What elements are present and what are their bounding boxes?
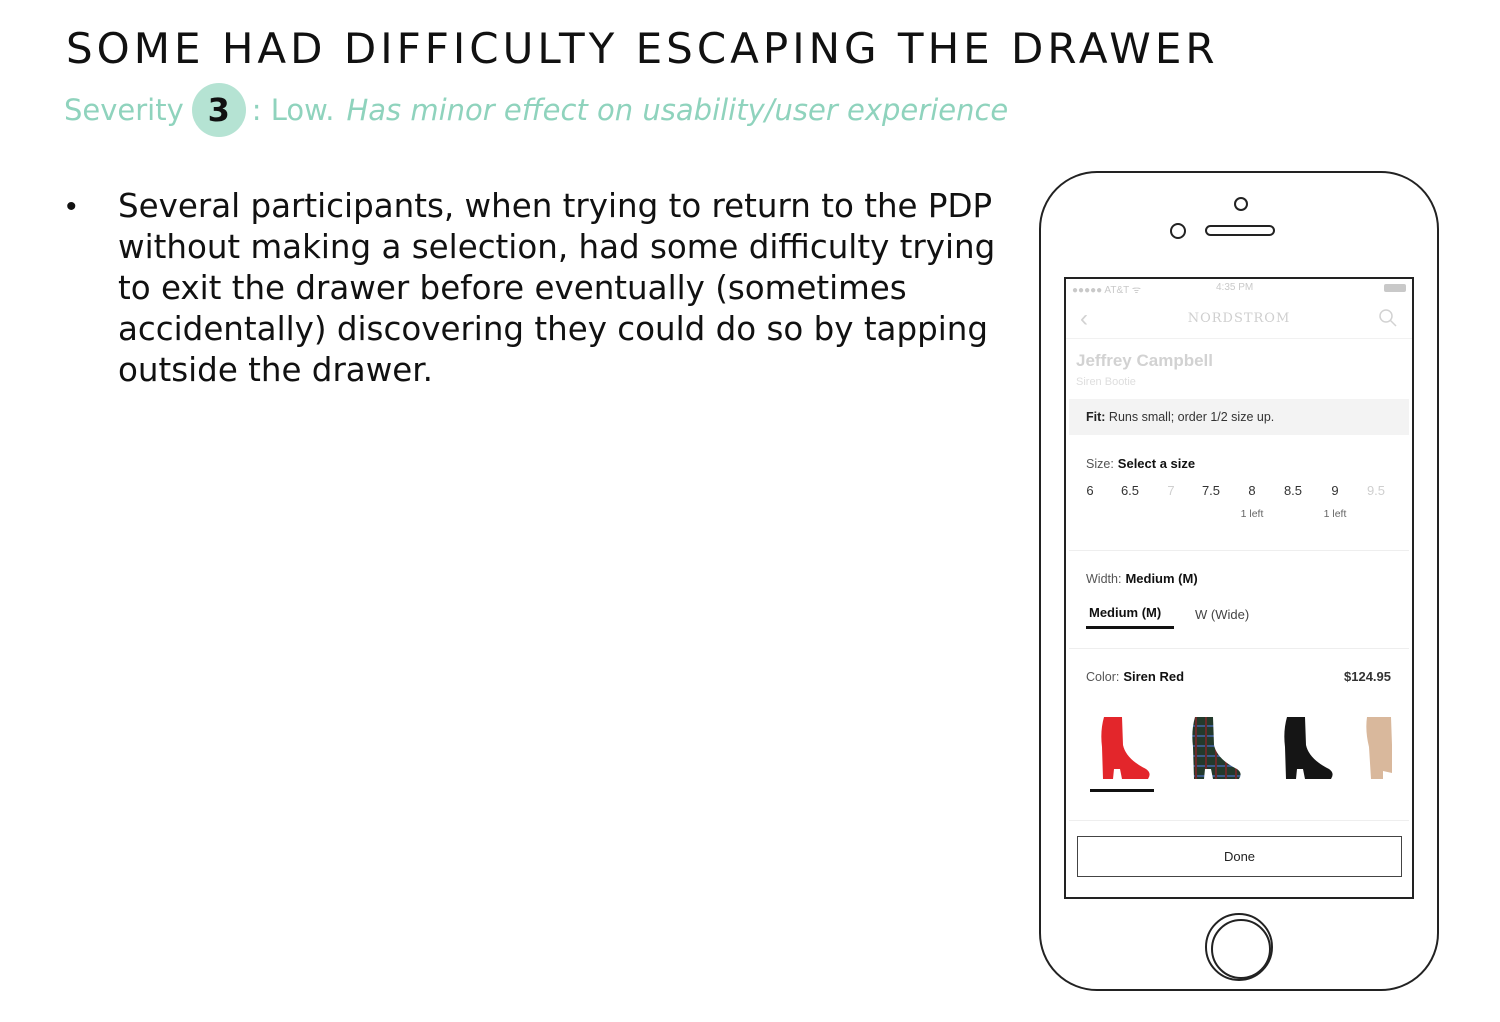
sensor-icon [1170, 223, 1186, 239]
done-button[interactable]: Done [1077, 836, 1402, 877]
size-option[interactable]: 8.5 [1283, 483, 1303, 498]
product-name: Siren Bootie [1076, 376, 1136, 388]
severity-line [64, 86, 1008, 134]
size-stock-note: 1 left [1323, 508, 1347, 520]
bullet-marker: • [66, 190, 77, 223]
slide-title: SOME HAD DIFFICULTY ESCAPING THE DRAWER [66, 24, 1219, 73]
chevron-left-icon[interactable]: ‹ [1080, 305, 1088, 332]
fit-label: Fit: [1086, 410, 1106, 424]
front-camera-icon [1234, 197, 1248, 211]
product-brand: Jeffrey Campbell [1076, 351, 1213, 370]
size-option[interactable]: 6.5 [1120, 483, 1140, 498]
severity-badge: 3 [192, 83, 246, 137]
phone-screen [1064, 277, 1414, 899]
size-option[interactable]: 8 [1248, 483, 1256, 498]
severity-level: : Low. [251, 93, 335, 127]
size-option-unavailable: 7 [1167, 483, 1175, 498]
width-option-selected[interactable]: Medium (M) [1086, 605, 1174, 629]
size-header [1086, 455, 1195, 473]
bullet-text: Several participants, when trying to return to the PDP without making a selection, had some difficulty trying to exit the drawer before eventually (sometimes accidentally) discovering they could do so by tapping outside the drawer. [118, 187, 996, 389]
status-time: 4:35 PM [1216, 282, 1254, 293]
width-option[interactable]: W (Wide) [1195, 607, 1250, 622]
home-button[interactable] [1205, 913, 1273, 981]
size-option[interactable]: 9 [1331, 483, 1339, 498]
width-label: Width: [1086, 572, 1122, 586]
color-value: Siren Red [1123, 669, 1185, 684]
bullet-item [66, 186, 1006, 391]
size-value: Select a size [1117, 456, 1196, 471]
severity-label: Severity [64, 93, 184, 127]
boot-swatch-black[interactable] [1273, 711, 1339, 783]
selected-swatch-indicator [1090, 789, 1154, 792]
color-header [1086, 668, 1184, 686]
boot-swatch-red[interactable] [1090, 711, 1156, 783]
nav-bar [1066, 299, 1412, 339]
width-section [1069, 553, 1409, 649]
size-section [1069, 439, 1409, 551]
severity-description: Has minor effect on usability/user experience [346, 93, 1009, 127]
color-label: Color: [1086, 670, 1120, 684]
status-carrier: ●●●●● AT&T ᯤ [1072, 285, 1141, 296]
speaker-icon [1205, 225, 1275, 236]
fit-text: Runs small; order 1/2 size up. [1105, 410, 1275, 424]
width-value: Medium (M) [1125, 571, 1198, 586]
price: $124.95 [1344, 669, 1391, 684]
size-label: Size: [1086, 457, 1114, 471]
boot-swatch-beige[interactable] [1361, 711, 1401, 783]
store-logo: NORDSTROM [1187, 311, 1291, 326]
phone-mockup [1039, 171, 1439, 991]
search-icon[interactable] [1378, 308, 1398, 328]
status-bar [1066, 279, 1412, 297]
size-option-unavailable: 9.5 [1366, 483, 1386, 498]
size-option[interactable]: 7.5 [1201, 483, 1221, 498]
width-header [1086, 570, 1198, 588]
fit-note [1069, 399, 1409, 435]
boot-swatch-plaid[interactable] [1181, 711, 1247, 783]
battery-icon [1384, 284, 1406, 292]
color-section [1069, 651, 1409, 821]
size-option[interactable]: 6 [1086, 483, 1094, 498]
size-stock-note: 1 left [1240, 508, 1264, 520]
